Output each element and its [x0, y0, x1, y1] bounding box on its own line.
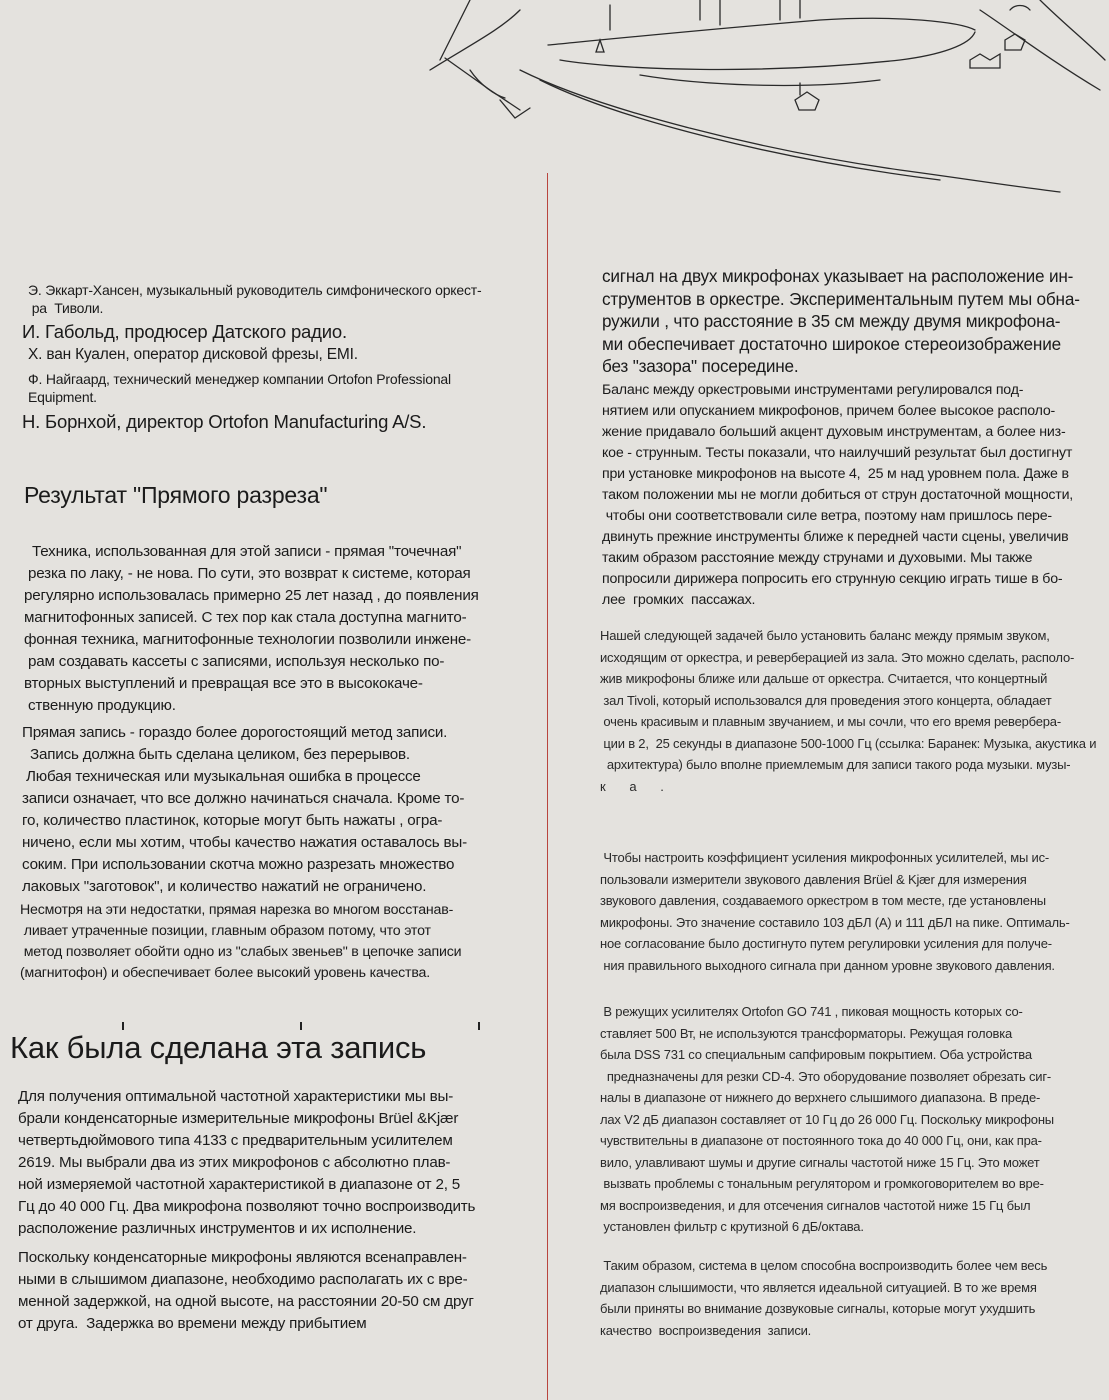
paragraph-drawbacks: Несмотря на эти недостатки, прямая нарезка во многом восстанав- ливает утраченные позиции, главным образом потому, что этот метод позволяет обойти одно из "слабых звеньев" в цепочке записи (магнитофон) и обеспечивает более высокий уровень качества. [20, 902, 462, 981]
credit-van-kualen: Х. ван Куален, оператор дисковой фрезы, EMI. [28, 346, 358, 363]
paragraph-direct-recording: Прямая запись - гораздо более дорогостоящий метод записи. Запись должна быть сделана целиком, без перерывов. Любая техническая или музыкальная ошибка в процессе записи означает, что все должно начинаться сначала. Кроме то- го, количество пластинок, которые могут быть нажаты , огра- ничено, если мы хотим, чтобы качество нажатия оставалось вы- соким. При использовании скотча можно разрезать множество лаковых "заготовок", и количество нажатий не ограничено. [22, 724, 467, 895]
credit-gabold: И. Габольд, продюсер Датского радио. [22, 321, 347, 342]
credit-naigaard: Ф. Найгаард, технический менеджер компании Ortofon Professional Equipment. [28, 371, 451, 405]
paragraph-balance: Баланс между оркестровыми инструментами регулировался под- нятием или опусканием микрофонов, причем более высокое располо- жение придавало больший акцент духовым инструментам, а более низ- кое - струнным. Тесты показали, что наилучший результат был достигнут при установке микрофонов на высоте 4, 25 м над уровнем пола. Даже в таком положении мы не могли добиться от струн достаточной мощности, чтобы они соответствовали силе ветра, поэтому нам пришлось пере- двинуть прежние инструменты ближе к передней части сцены, увеличив таким образом расстояние между струнами и духовыми. Мы также попросили дирижера попросить его струнную секцию играть тише в бо- лее громких пассажах. [602, 382, 1074, 608]
print-mark [478, 1022, 480, 1030]
paragraph-microphones: Для получения оптимальной частотной характеристики мы вы- брали конденсаторные измерительные микрофоны Brüel &Kjær четвертьдюймового типа 4133 с предварительным усилителем 2619. Мы выбрали два из этих микрофонов с абсолютно плав- ной измеряемой частотной характеристикой в диапазоне от 2, 5 Гц до 40 000 Гц. Два микрофона позволяют точно воспроизводить расположение различных инструментов и их исполнение. [18, 1088, 476, 1237]
print-mark [300, 1022, 302, 1030]
print-mark [122, 1022, 124, 1030]
paragraph-conclusion: Таким образом, система в целом способна воспроизводить более чем весь диапазон слышимости, что является идеальной ситуацией. В то же время были приняты во внимание дозвуковые сигналы, которые могут ухудшить качество воспроизведения записи. [600, 1258, 1048, 1338]
paragraph-reverberation: Нашей следующей задачей было установить баланс между прямым звуком, исходящим от оркестра, и реверберацией из зала. Это можно сделать, располо- жив микрофоны ближе или дальше от оркестра. Считается, что концертный зал Tivoli, который использовался для проведения этого концерта, обладает очень красивым и плавным звучанием, и мы сочли, что его время ревербера- ции в 2, 25 секунды в диапазоне 500-1000 Гц (ссылка: Баранек: Музыка, акустика и архитектура) было вполне приемлемым для записи такого рода музыки. музы- к а . [600, 628, 1097, 794]
paragraph-cutting-amplifiers: В режущих усилителях Ortofon GO 741 , пиковая мощность которых со- ставляет 500 Вт, не используются трансформаторы. Режущая головка была DSS 731 со специальным сапфировым покрытием. Оба устройства предназначены для резки CD-4. Это оборудование позволяет обрезать сиг- налы в диапазоне от нижнего до верхнего слышимого диапазона. В преде- лах V2 дБ диапазон составляет от 10 Гц до 26 000 Гц. Поскольку микрофоны чувствительны в диапазоне от постоянного тока до 40 000 Гц, они, как пра- вило, улавливают шумы и другие сигналы частотой ниже 15 Гц. Это может вызвать проблемы с тональным регулятором и громкоговорителем во вре- мя воспроизведения, и для отсечения сигналов частотой ниже 15 Гц был установлен фильтр с крутизной 6 дБ/октава. [600, 1004, 1054, 1234]
paragraph-stereo-image: сигнал на двух микрофонах указывает на расположение ин- струментов в оркестре. Экспериментальным путем мы обна- ружили , что расстояние в 35 см между двумя микрофона- ми обеспечивает достаточно широкое стереоизображение без "зазора" посередине. [602, 266, 1080, 376]
paragraph-omnidirectional: Поскольку конденсаторные микрофоны являются всенаправлен- ными в слышимом диапазоне, необходимо располагать их с вре- менной задержкой, на одной высоте, на расстоянии 20-50 см друг от друга. Задержка во времени между прибытием [18, 1249, 474, 1332]
paragraph-gain: Чтобы настроить коэффициент усиления микрофонных усилителей, мы ис- пользовали измерители звукового давления Brüel & Kjær для измерения звукового давления, создаваемого оркестром в том месте, где установлены микрофоны. Это значение составило 103 дБЛ (A) и 111 дБЛ на пике. Оптималь- ное согласование было достигнуто путем регулировки усиления для получе- ния правильного выходного сигнала при данном уровне звукового давления. [600, 850, 1070, 973]
credit-eckart-hansen: Э. Эккарт-Хансен, музыкальный руководитель симфонического оркест- ра Тиволи. [28, 282, 482, 316]
paragraph-technique: Техника, использованная для этой записи - прямая "точечная" резка по лаку, - не нова. По сути, это возврат к системе, которая регулярно использовалась примерно 25 лет назад , до появления магнитофонных записей. С тех пор как стала доступна магнито- фонная техника, магнитофонные технологии позволили инжене- рам создавать кассеты с записями, используя несколько по- вторных выступлений и превращая все это в высококаче- ственную продукцию. [24, 543, 479, 714]
heading-how-recorded: Как была сделана эта запись [10, 1030, 427, 1065]
header-sketch-illustration [0, 0, 1109, 200]
heading-direct-cut-result: Результат "Прямого разреза" [24, 482, 328, 508]
column-divider [547, 173, 548, 1400]
credit-bornhoj: Н. Борнхой, директор Ortofon Manufacturing A/S. [22, 411, 427, 432]
